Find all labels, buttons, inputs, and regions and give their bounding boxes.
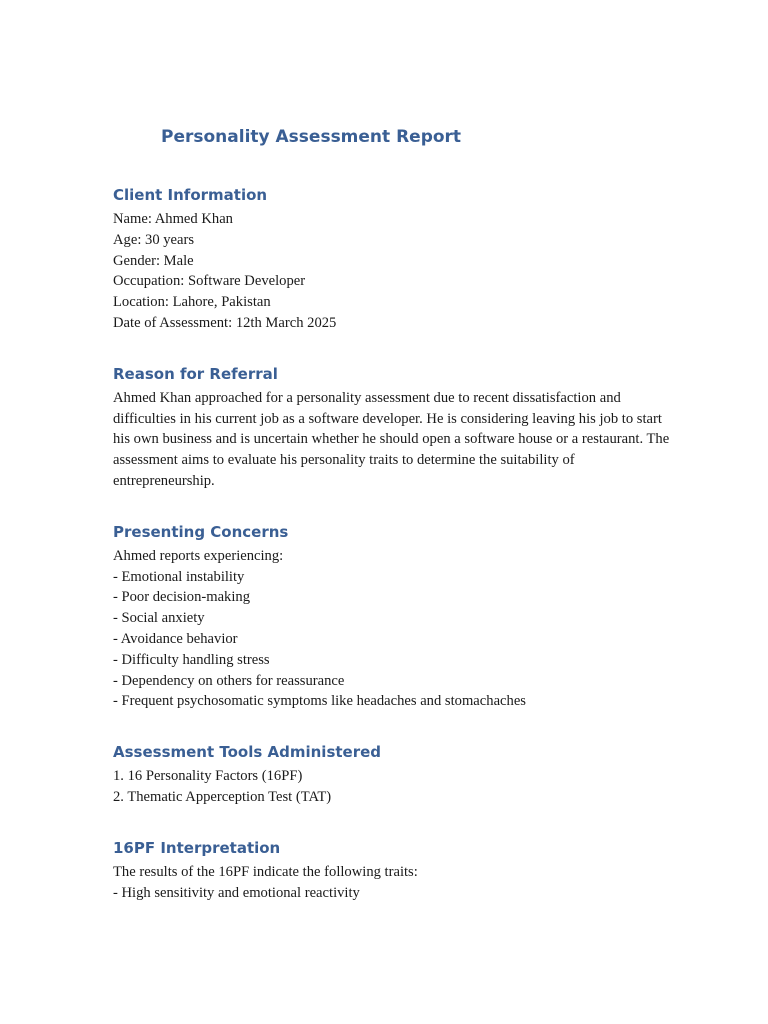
reason-for-referral-heading: Reason for Referral <box>113 364 278 383</box>
concern-list-item: - Dependency on others for reassurance <box>113 672 345 689</box>
16pf-interpretation-heading: 16PF Interpretation <box>113 838 281 857</box>
client-location-line: Location: Lahore, Pakistan <box>113 294 271 311</box>
concern-list-item: - Difficulty handling stress <box>113 651 270 668</box>
reason-for-referral-paragraph: Ahmed Khan approached for a personality assessment due to recent dissatisfaction and difficulties in his current job as a software developer. He is considering leaving his job to start his own business and is uncertain whether he should open a software house or a restaurant. The assessment aims to evaluate his personality traits to determine the suitability of entrepreneurship. <box>113 389 670 489</box>
assessment-tools-heading: Assessment Tools Administered <box>113 743 382 762</box>
16pf-interpretation-section <box>113 837 713 904</box>
presenting-concerns-heading: Presenting Concerns <box>113 522 289 541</box>
concerns-intro-line: Ahmed reports experiencing: <box>113 547 284 564</box>
report-title: Personality Assessment Report <box>161 127 462 147</box>
client-information-heading: Client Information <box>113 186 268 204</box>
presenting-concerns-section <box>113 521 713 712</box>
client-gender-line: Gender: Male <box>113 252 194 269</box>
reason-for-referral-section <box>113 363 713 492</box>
client-information-section <box>113 184 713 334</box>
interpretation-intro-line: The results of the 16PF indicate the following traits: <box>113 863 418 880</box>
concern-list-item: - Avoidance behavior <box>113 630 238 647</box>
client-name-line: Name: Ahmed Khan <box>113 211 233 227</box>
tool-list-item: 1. 16 Personality Factors (16PF) <box>113 768 303 785</box>
client-occupation-line: Occupation: Software Developer <box>113 273 306 290</box>
client-age-line: Age: 30 years <box>113 231 195 248</box>
assessment-date-line: Date of Assessment: 12th March 2025 <box>113 314 337 331</box>
assessment-tools-section <box>113 741 713 808</box>
concern-list-item: - Social anxiety <box>113 610 205 627</box>
concern-list-item: - Emotional instability <box>113 568 245 585</box>
tool-list-item: 2. Thematic Apperception Test (TAT) <box>113 788 332 805</box>
report-content <box>113 184 713 932</box>
trait-list-item: - High sensitivity and emotional reactivity <box>113 884 360 901</box>
concern-list-item: - Frequent psychosomatic symptoms like headaches and stomachaches <box>113 693 526 710</box>
concern-list-item: - Poor decision-making <box>113 589 250 606</box>
